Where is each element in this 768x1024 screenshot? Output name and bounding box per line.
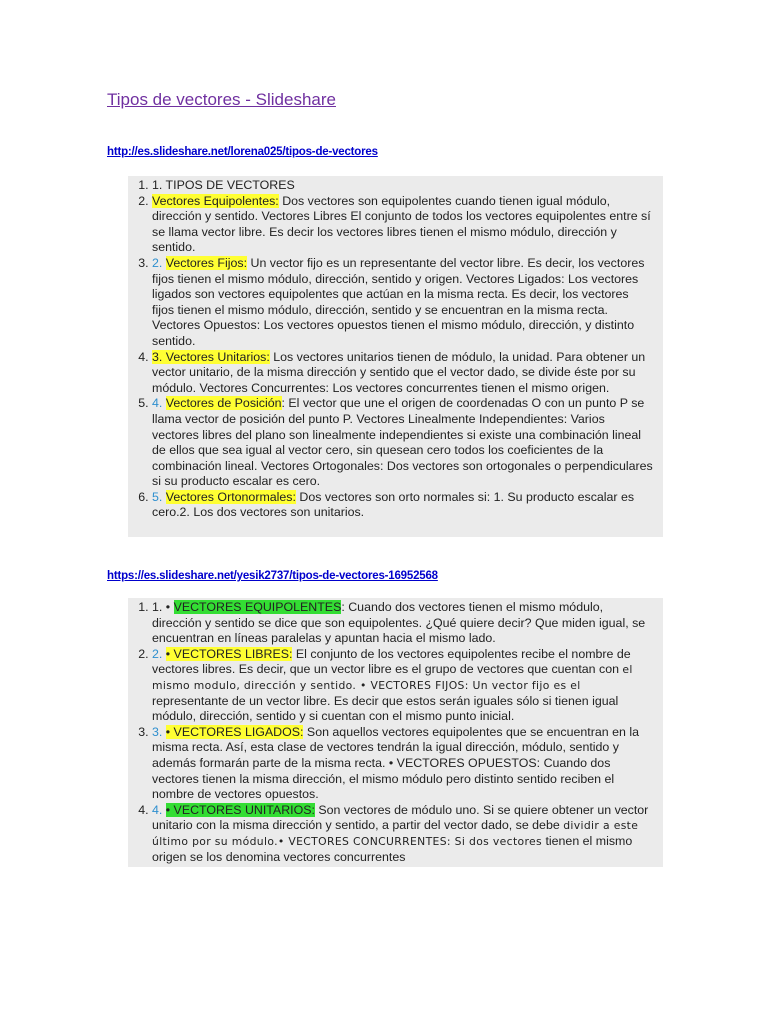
item-number: 4. (152, 802, 166, 817)
list-item: 2. Vectores Equipolentes: Dos vectores son equipolentes cuando tienen igual módulo, dirección y sentido. Vectores Libres El conjunto de todos los vectores equipolentes entre sí se llama vector libre. Es decir los vectores libres tienen el mismo módulo, dirección y sentido. (152, 194, 653, 256)
item-number: 5. (152, 489, 166, 504)
list-item: 4. 4. • VECTORES UNITARIOS: Son vectores de módulo uno. Si se quiere obtener un vector unitario con la misma dirección y sentido, a partir del vector dado, se debe dividir a este último por su módulo.• VECTORES CONCURRENTES: Si dos vectores tienen el mismo origen se los denomina vectores concurrentes (152, 803, 653, 865)
vector-types-list-2 (128, 598, 663, 865)
list-item: 3. 3. • VECTORES LIGADOS: Son aquellos vectores equipolentes que se encuentran en la misma recta. Así, esta clase de vectores tendrán la igual dirección, módulo, sentido y además formarán parte de la misma recta. • VECTORES OPUESTOS: Cuando dos vectores tienen la misma dirección, el mismo módulo pero distinto sentido reciben el nombre de vectores opuestos. (152, 725, 653, 803)
list-item: 1. 1. • VECTORES EQUIPOLENTES: Cuando dos vectores tienen el mismo módulo, dirección y sentido se dice que son equipolentes. ¿Qué quiere decir? Que miden igual, se encuentran en líneas paralelas y apuntan hacia el mismo lado. (152, 600, 653, 647)
highlight: 3. Vectores Unitarios: (152, 349, 270, 364)
highlight: Vectores Fijos: (165, 255, 248, 270)
item-number: 4. (152, 396, 166, 411)
highlight: VECTORES EQUIPOLENTES (173, 600, 342, 614)
highlight: Vectores de Posición (165, 396, 282, 411)
quote-box-1 (128, 176, 663, 537)
list-item: 1. 1. TIPOS DE VECTORES (152, 178, 653, 194)
vector-types-list-1 (128, 176, 663, 521)
item-number: 2. (152, 646, 166, 661)
source-link-2[interactable]: https://es.slideshare.net/yesik2737/tipos-de-vectores-16952568 (107, 570, 438, 582)
highlight: Vectores Equipolentes: (152, 193, 279, 208)
page-title[interactable]: Tipos de vectores - Slideshare (107, 90, 336, 109)
source-link-1[interactable]: http://es.slideshare.net/lorena025/tipos-de-vectores (107, 146, 378, 158)
list-item: 2. 2. • VECTORES LIBRES: El conjunto de los vectores equipolentes recibe el nombre de vectores libres. Es decir, que un vector libre es el grupo de vectores que cuentan con el mismo modulo, dirección y sentido. • VECTORES FIJOS: Un vector fijo es el representante de un vector libre. Es decir que estos serán iguales sólo si tienen igual módulo, dirección, sentido y si cuentan con el mismo punto inicial. (152, 647, 653, 725)
highlight: • VECTORES UNITARIOS: (165, 802, 315, 817)
highlight: • VECTORES LIBRES: (165, 646, 293, 661)
item-number: 2. (152, 255, 166, 270)
highlight: • VECTORES LIGADOS: (165, 724, 304, 739)
list-item: 6. 5. Vectores Ortonormales: Dos vectores son orto normales si: 1. Su producto escalar es cero.2. Los dos vectores son unitarios. (152, 490, 653, 521)
quote-box-2 (128, 598, 663, 867)
highlight: Vectores Ortonormales: (165, 489, 296, 504)
list-item: 4. 3. Vectores Unitarios: Los vectores unitarios tienen de módulo, la unidad. Para obtener un vector unitario, de la misma dirección y sentido que el vector dado, se divide éste por su módulo. Vectores Concurrentes: Los vectores concurrentes tienen el mismo origen. (152, 350, 653, 397)
item-number: 1. • (152, 600, 174, 614)
list-item: 5. 4. Vectores de Posición: El vector que une el origen de coordenadas O con un punto P se llama vector de posición del punto P. Vectores Linealmente Independientes: Varios vectores libres del plano son linealmente independientes si existe una combinación lineal de ellos que sea igual al vector cero, sin quesean cero todos los coeficientes de la combinación lineal. Vectores Ortogonales: Dos vectores son ortogonales o perpendiculares si su producto escalar es cero. (152, 396, 653, 490)
item-number: 3. (152, 724, 166, 739)
list-item: 3. 2. Vectores Fijos: Un vector fijo es un representante del vector libre. Es decir, los vectores fijos tienen el mismo módulo, dirección, sentido y origen. Vectores Ligados: Los vectores ligados son vectores equipolentes que actúan en la misma recta. Es decir, los vectores fijos tienen el mismo módulo, dirección, sentido y se encuentran en la misma recta. Vectores Opuestos: Los vectores opuestos tienen el mismo módulo, dirección, y distinto sentido. (152, 256, 653, 350)
